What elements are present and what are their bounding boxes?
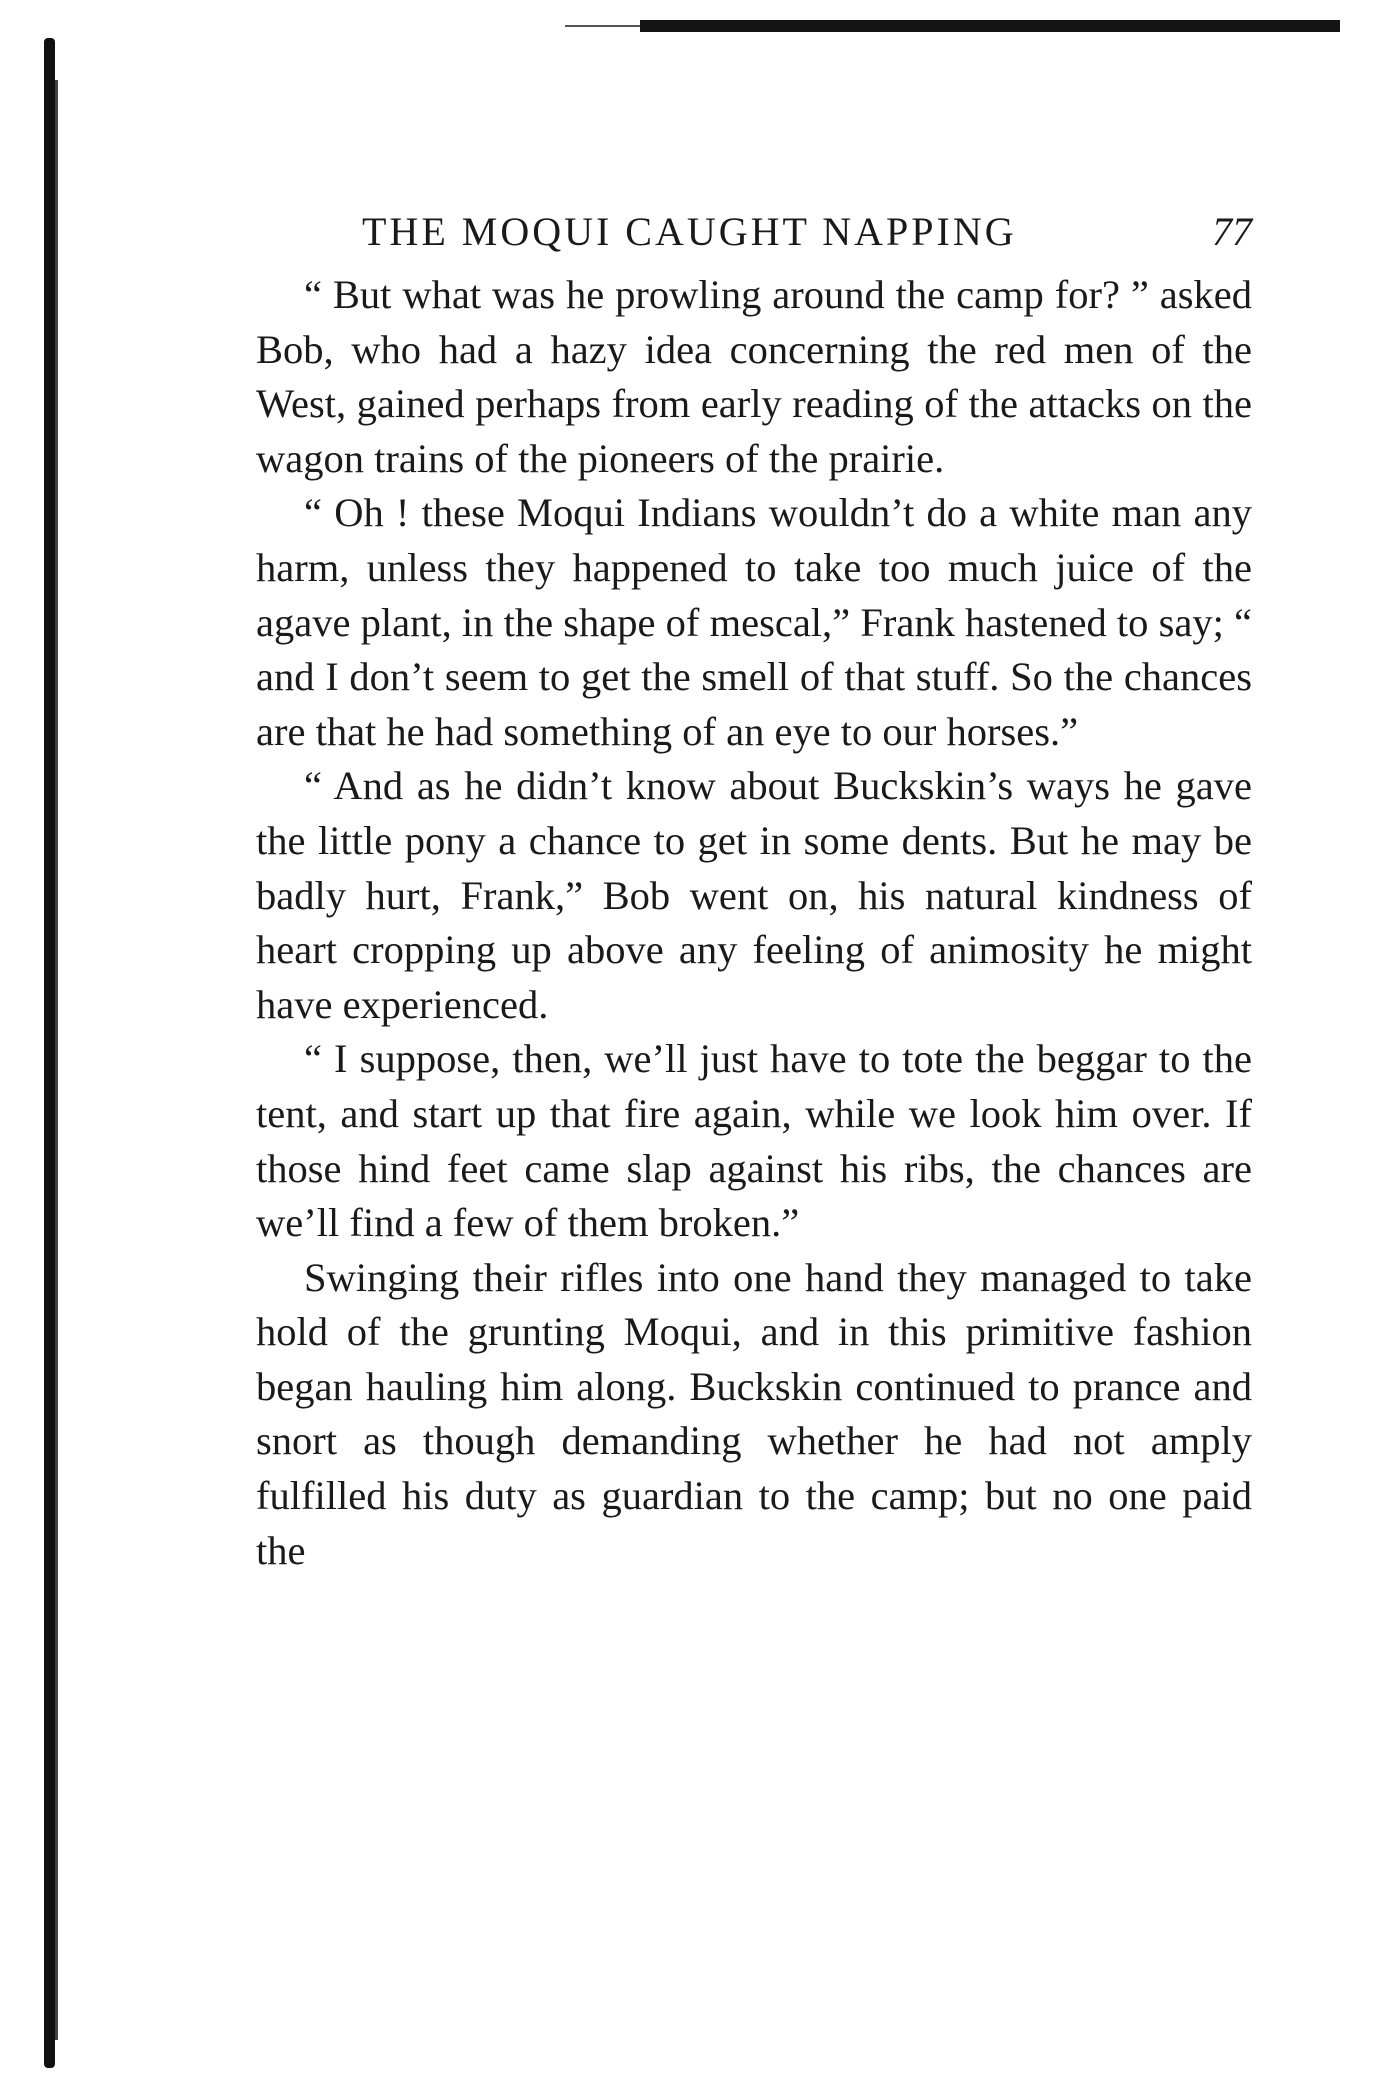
- scan-artifact-left-edge: [44, 38, 55, 2068]
- scan-artifact-left-edge-thin: [55, 80, 58, 2040]
- running-head: [256, 208, 1252, 262]
- paragraph: “ I suppose, then, we’ll just have to tote the beggar to the tent, and start up that fire again, while we look him over. If those hind feet came slap against his ribs, the chances are we’ll find a few of them broken.”: [256, 1036, 1252, 1246]
- page-number: 77: [1212, 209, 1252, 254]
- running-title: THE MOQUI CAUGHT NAPPING: [362, 209, 1017, 254]
- paragraph: “ And as he didn’t know about Buckskin’s ways he gave the little pony a chance to get in some dents. But he may be badly hurt, Frank,” Bob went on, his natural kindness of heart cropping up above any feeling of animosity he might have experienced.: [256, 763, 1252, 1027]
- scan-artifact-top-rule: [640, 20, 1340, 32]
- book-page: [256, 208, 1252, 1578]
- scan-artifact-thin-rule: [565, 25, 645, 27]
- paragraph: “ Oh ! these Moqui Indians wouldn’t do a white man any harm, unless they happened to take too much juice of the agave plant, in the shape of mescal,” Frank hastened to say; “ and I don’t seem to get the smell of that stuff. So the chances are that he had something of an eye to our horses.”: [256, 490, 1252, 754]
- body-text: [256, 268, 1252, 1578]
- paragraph: “ But what was he prowling around the camp for? ” asked Bob, who had a hazy idea concerning the red men of the West, gained perhaps from early reading of the attacks on the wagon trains of the pioneers of the prairie.: [256, 272, 1252, 481]
- paragraph: Swinging their rifles into one hand they managed to take hold of the grunting Moqui, and in this primitive fashion began hauling him along. Buckskin continued to prance and snort as though demanding whether he had not amply fulfilled his duty as guardian to the camp; but no one paid the: [256, 1254, 1252, 1573]
